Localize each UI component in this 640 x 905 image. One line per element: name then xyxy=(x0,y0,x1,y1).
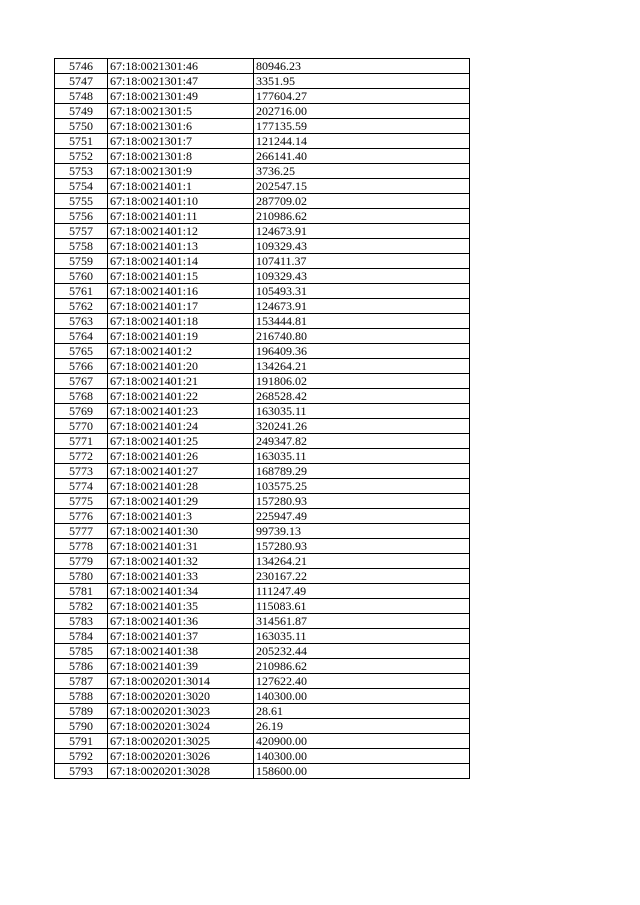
cadastral-value-cell: 168789.29 xyxy=(254,464,470,479)
table-row xyxy=(55,89,470,104)
cadastral-number-cell: 67:18:0021401:39 xyxy=(108,659,254,674)
cadastral-number-cell: 67:18:0021401:17 xyxy=(108,299,254,314)
table-row xyxy=(55,104,470,119)
row-number-cell: 5785 xyxy=(55,644,108,659)
row-number-cell: 5752 xyxy=(55,149,108,164)
cadastral-number-cell: 67:18:0020201:3023 xyxy=(108,704,254,719)
cadastral-number-cell: 67:18:0021301:7 xyxy=(108,134,254,149)
table-row xyxy=(55,224,470,239)
table-row xyxy=(55,134,470,149)
cadastral-number-cell: 67:18:0021401:36 xyxy=(108,614,254,629)
table-row xyxy=(55,509,470,524)
cadastral-value-cell: 266141.40 xyxy=(254,149,470,164)
cadastral-value-cell: 140300.00 xyxy=(254,689,470,704)
cadastral-number-cell: 67:18:0021401:2 xyxy=(108,344,254,359)
table-row xyxy=(55,464,470,479)
cadastral-number-cell: 67:18:0020201:3020 xyxy=(108,689,254,704)
row-number-cell: 5748 xyxy=(55,89,108,104)
table-row xyxy=(55,719,470,734)
table-row xyxy=(55,164,470,179)
row-number-cell: 5770 xyxy=(55,419,108,434)
row-number-cell: 5750 xyxy=(55,119,108,134)
table-row xyxy=(55,419,470,434)
row-number-cell: 5783 xyxy=(55,614,108,629)
row-number-cell: 5778 xyxy=(55,539,108,554)
table-row xyxy=(55,239,470,254)
table-row xyxy=(55,149,470,164)
cadastral-value-cell: 320241.26 xyxy=(254,419,470,434)
cadastral-value-cell: 127622.40 xyxy=(254,674,470,689)
cadastral-number-cell: 67:18:0021401:16 xyxy=(108,284,254,299)
row-number-cell: 5754 xyxy=(55,179,108,194)
cadastral-value-cell: 249347.82 xyxy=(254,434,470,449)
table-row xyxy=(55,344,470,359)
cadastral-value-table xyxy=(54,58,470,779)
cadastral-number-cell: 67:18:0021401:15 xyxy=(108,269,254,284)
table-row xyxy=(55,584,470,599)
cadastral-number-cell: 67:18:0021401:26 xyxy=(108,449,254,464)
row-number-cell: 5757 xyxy=(55,224,108,239)
cadastral-value-cell: 124673.91 xyxy=(254,224,470,239)
cadastral-value-cell: 202547.15 xyxy=(254,179,470,194)
table-row xyxy=(55,659,470,674)
cadastral-value-cell: 80946.23 xyxy=(254,59,470,74)
cadastral-value-cell: 225947.49 xyxy=(254,509,470,524)
cadastral-value-cell: 177135.59 xyxy=(254,119,470,134)
row-number-cell: 5762 xyxy=(55,299,108,314)
cadastral-number-cell: 67:18:0020201:3024 xyxy=(108,719,254,734)
cadastral-number-cell: 67:18:0021401:3 xyxy=(108,509,254,524)
table-row xyxy=(55,254,470,269)
cadastral-value-cell: 109329.43 xyxy=(254,239,470,254)
cadastral-value-cell: 287709.02 xyxy=(254,194,470,209)
row-number-cell: 5790 xyxy=(55,719,108,734)
table-row xyxy=(55,629,470,644)
table-row xyxy=(55,599,470,614)
cadastral-number-cell: 67:18:0021401:31 xyxy=(108,539,254,554)
cadastral-number-cell: 67:18:0021401:21 xyxy=(108,374,254,389)
row-number-cell: 5771 xyxy=(55,434,108,449)
cadastral-number-cell: 67:18:0021301:49 xyxy=(108,89,254,104)
cadastral-number-cell: 67:18:0021401:13 xyxy=(108,239,254,254)
row-number-cell: 5784 xyxy=(55,629,108,644)
cadastral-value-cell: 420900.00 xyxy=(254,734,470,749)
cadastral-number-cell: 67:18:0021401:1 xyxy=(108,179,254,194)
row-number-cell: 5769 xyxy=(55,404,108,419)
row-number-cell: 5766 xyxy=(55,359,108,374)
row-number-cell: 5765 xyxy=(55,344,108,359)
table-row xyxy=(55,704,470,719)
cadastral-number-cell: 67:18:0021301:47 xyxy=(108,74,254,89)
cadastral-value-cell: 157280.93 xyxy=(254,539,470,554)
cadastral-value-cell: 314561.87 xyxy=(254,614,470,629)
cadastral-value-cell: 111247.49 xyxy=(254,584,470,599)
cadastral-value-cell: 109329.43 xyxy=(254,269,470,284)
cadastral-value-cell: 163035.11 xyxy=(254,449,470,464)
row-number-cell: 5767 xyxy=(55,374,108,389)
cadastral-value-cell: 202716.00 xyxy=(254,104,470,119)
cadastral-number-cell: 67:18:0021401:33 xyxy=(108,569,254,584)
cadastral-number-cell: 67:18:0021401:24 xyxy=(108,419,254,434)
cadastral-value-cell: 230167.22 xyxy=(254,569,470,584)
table-row xyxy=(55,194,470,209)
row-number-cell: 5777 xyxy=(55,524,108,539)
cadastral-number-cell: 67:18:0021401:19 xyxy=(108,329,254,344)
cadastral-value-cell: 99739.13 xyxy=(254,524,470,539)
table-row xyxy=(55,674,470,689)
table-row xyxy=(55,554,470,569)
cadastral-value-cell: 177604.27 xyxy=(254,89,470,104)
cadastral-number-cell: 67:18:0021401:38 xyxy=(108,644,254,659)
cadastral-value-cell: 191806.02 xyxy=(254,374,470,389)
cadastral-value-cell: 163035.11 xyxy=(254,404,470,419)
row-number-cell: 5774 xyxy=(55,479,108,494)
cadastral-number-cell: 67:18:0021401:28 xyxy=(108,479,254,494)
row-number-cell: 5781 xyxy=(55,584,108,599)
cadastral-value-cell: 158600.00 xyxy=(254,764,470,779)
table-row xyxy=(55,539,470,554)
cadastral-value-cell: 153444.81 xyxy=(254,314,470,329)
table-row xyxy=(55,374,470,389)
cadastral-value-cell: 124673.91 xyxy=(254,299,470,314)
cadastral-value-cell: 157280.93 xyxy=(254,494,470,509)
table-row xyxy=(55,359,470,374)
row-number-cell: 5758 xyxy=(55,239,108,254)
row-number-cell: 5788 xyxy=(55,689,108,704)
table-row xyxy=(55,299,470,314)
row-number-cell: 5772 xyxy=(55,449,108,464)
table-row xyxy=(55,74,470,89)
cadastral-value-cell: 134264.21 xyxy=(254,359,470,374)
cadastral-number-cell: 67:18:0021401:32 xyxy=(108,554,254,569)
cadastral-number-cell: 67:18:0020201:3028 xyxy=(108,764,254,779)
cadastral-number-cell: 67:18:0021401:25 xyxy=(108,434,254,449)
cadastral-number-cell: 67:18:0021401:34 xyxy=(108,584,254,599)
cadastral-number-cell: 67:18:0021401:22 xyxy=(108,389,254,404)
table-row xyxy=(55,764,470,779)
row-number-cell: 5791 xyxy=(55,734,108,749)
table-row xyxy=(55,209,470,224)
row-number-cell: 5780 xyxy=(55,569,108,584)
cadastral-number-cell: 67:18:0021401:27 xyxy=(108,464,254,479)
row-number-cell: 5751 xyxy=(55,134,108,149)
table-row xyxy=(55,524,470,539)
cadastral-value-cell: 121244.14 xyxy=(254,134,470,149)
table-row xyxy=(55,614,470,629)
cadastral-number-cell: 67:18:0021401:20 xyxy=(108,359,254,374)
cadastral-value-cell: 196409.36 xyxy=(254,344,470,359)
row-number-cell: 5792 xyxy=(55,749,108,764)
cadastral-number-cell: 67:18:0021401:37 xyxy=(108,629,254,644)
cadastral-number-cell: 67:18:0021401:23 xyxy=(108,404,254,419)
cadastral-number-cell: 67:18:0021401:10 xyxy=(108,194,254,209)
cadastral-value-cell: 115083.61 xyxy=(254,599,470,614)
table-row xyxy=(55,314,470,329)
cadastral-value-cell: 205232.44 xyxy=(254,644,470,659)
row-number-cell: 5763 xyxy=(55,314,108,329)
table-row xyxy=(55,689,470,704)
row-number-cell: 5789 xyxy=(55,704,108,719)
cadastral-number-cell: 67:18:0021301:9 xyxy=(108,164,254,179)
cadastral-number-cell: 67:18:0020201:3026 xyxy=(108,749,254,764)
cadastral-number-cell: 67:18:0021301:5 xyxy=(108,104,254,119)
cadastral-number-cell: 67:18:0021401:29 xyxy=(108,494,254,509)
row-number-cell: 5779 xyxy=(55,554,108,569)
cadastral-value-cell: 26.19 xyxy=(254,719,470,734)
table-body xyxy=(55,59,470,779)
row-number-cell: 5775 xyxy=(55,494,108,509)
row-number-cell: 5749 xyxy=(55,104,108,119)
cadastral-value-cell: 3351.95 xyxy=(254,74,470,89)
cadastral-number-cell: 67:18:0021401:14 xyxy=(108,254,254,269)
row-number-cell: 5760 xyxy=(55,269,108,284)
cadastral-number-cell: 67:18:0021401:12 xyxy=(108,224,254,239)
row-number-cell: 5755 xyxy=(55,194,108,209)
row-number-cell: 5782 xyxy=(55,599,108,614)
cadastral-value-cell: 163035.11 xyxy=(254,629,470,644)
table-row xyxy=(55,734,470,749)
row-number-cell: 5764 xyxy=(55,329,108,344)
cadastral-number-cell: 67:18:0021401:18 xyxy=(108,314,254,329)
table-row xyxy=(55,179,470,194)
row-number-cell: 5747 xyxy=(55,74,108,89)
cadastral-value-cell: 268528.42 xyxy=(254,389,470,404)
row-number-cell: 5746 xyxy=(55,59,108,74)
cadastral-number-cell: 67:18:0020201:3014 xyxy=(108,674,254,689)
table-row xyxy=(55,569,470,584)
table-row xyxy=(55,434,470,449)
cadastral-number-cell: 67:18:0021301:6 xyxy=(108,119,254,134)
row-number-cell: 5793 xyxy=(55,764,108,779)
cadastral-number-cell: 67:18:0021401:30 xyxy=(108,524,254,539)
table-row xyxy=(55,269,470,284)
cadastral-value-cell: 107411.37 xyxy=(254,254,470,269)
cadastral-value-cell: 28.61 xyxy=(254,704,470,719)
row-number-cell: 5776 xyxy=(55,509,108,524)
cadastral-number-cell: 67:18:0021401:35 xyxy=(108,599,254,614)
table-row xyxy=(55,749,470,764)
row-number-cell: 5786 xyxy=(55,659,108,674)
cadastral-value-cell: 105493.31 xyxy=(254,284,470,299)
table-row xyxy=(55,389,470,404)
table-row xyxy=(55,494,470,509)
table-row xyxy=(55,284,470,299)
cadastral-value-cell: 3736.25 xyxy=(254,164,470,179)
cadastral-number-cell: 67:18:0021301:8 xyxy=(108,149,254,164)
table-row xyxy=(55,404,470,419)
table-row xyxy=(55,119,470,134)
row-number-cell: 5753 xyxy=(55,164,108,179)
table-row xyxy=(55,644,470,659)
row-number-cell: 5787 xyxy=(55,674,108,689)
cadastral-value-cell: 134264.21 xyxy=(254,554,470,569)
cadastral-number-cell: 67:18:0021401:11 xyxy=(108,209,254,224)
table-row xyxy=(55,479,470,494)
table-row xyxy=(55,449,470,464)
row-number-cell: 5768 xyxy=(55,389,108,404)
cadastral-value-cell: 210986.62 xyxy=(254,209,470,224)
row-number-cell: 5761 xyxy=(55,284,108,299)
cadastral-number-cell: 67:18:0020201:3025 xyxy=(108,734,254,749)
row-number-cell: 5773 xyxy=(55,464,108,479)
cadastral-value-cell: 140300.00 xyxy=(254,749,470,764)
row-number-cell: 5756 xyxy=(55,209,108,224)
table-row xyxy=(55,59,470,74)
row-number-cell: 5759 xyxy=(55,254,108,269)
cadastral-value-cell: 216740.80 xyxy=(254,329,470,344)
cadastral-number-cell: 67:18:0021301:46 xyxy=(108,59,254,74)
cadastral-value-cell: 103575.25 xyxy=(254,479,470,494)
cadastral-value-cell: 210986.62 xyxy=(254,659,470,674)
table-row xyxy=(55,329,470,344)
